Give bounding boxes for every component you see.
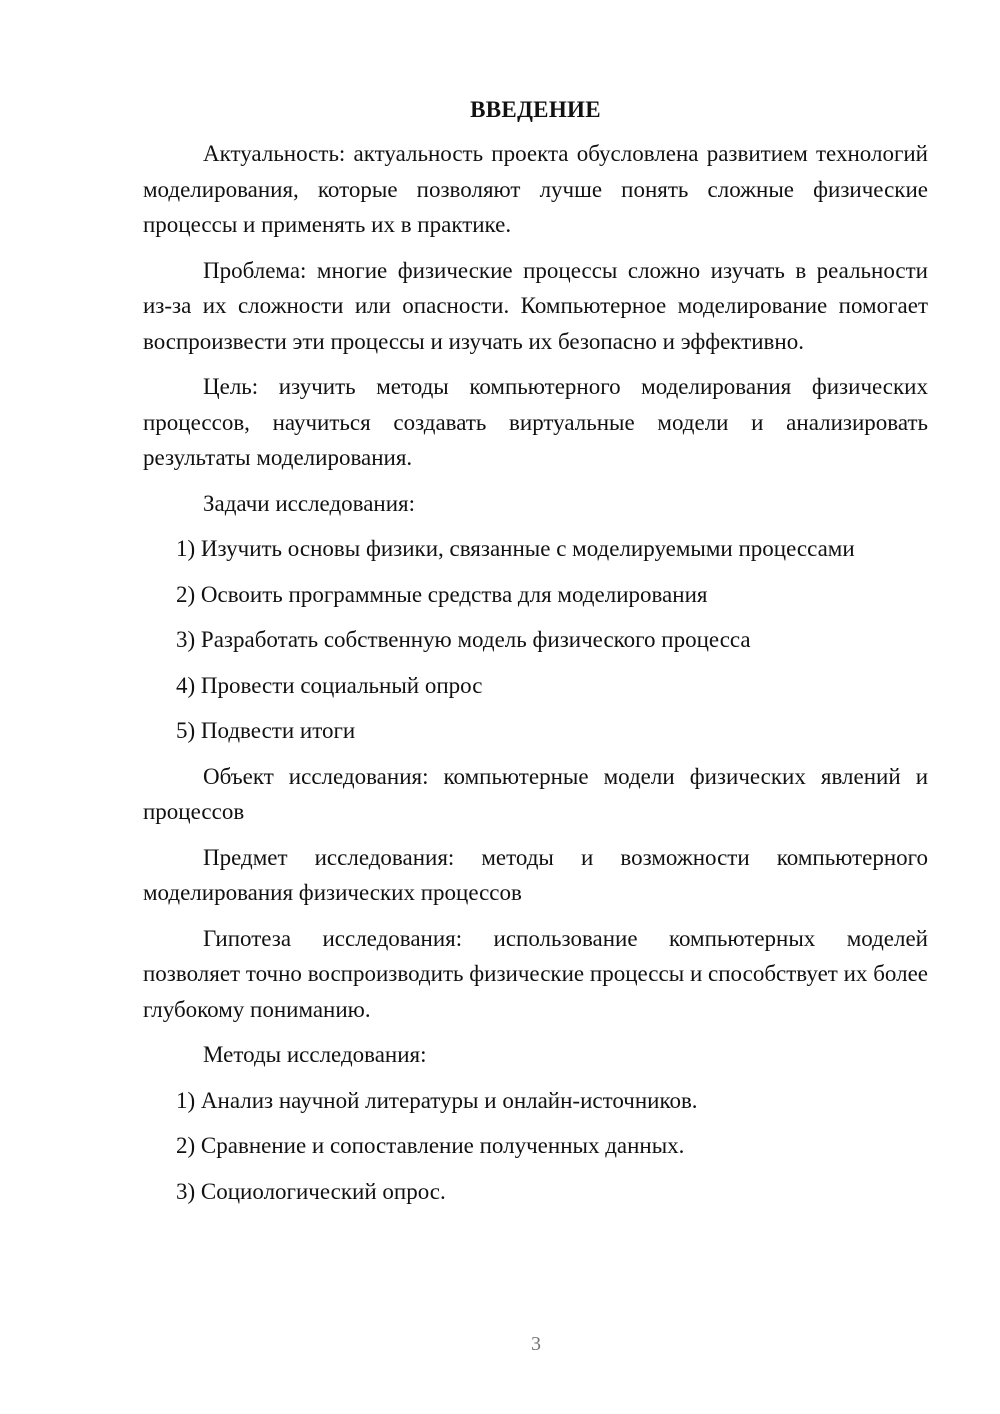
problem-paragraph: Проблема: многие физические процессы сложно изучать в реальности из-за их сложности или опасности. Компьютерное моделирование помогает воспроизвести эти процессы и изучать их безопасно и эффективно.: [143, 257, 928, 354]
methods-heading: Методы исследования:: [203, 1042, 427, 1067]
relevance-paragraph: Актуальность: актуальность проекта обусловлена развитием технологий моделирования, которые позволяют лучше понять сложные физические процессы и применять их в практике.: [143, 141, 928, 237]
page-number: 3: [531, 1333, 541, 1355]
task-item: 5) Подвести итоги: [176, 718, 356, 743]
task-item: 2) Освоить программные средства для моделирования: [176, 581, 708, 607]
method-item: 3) Социологический опрос.: [176, 1178, 446, 1204]
hypothesis-paragraph: Гипотеза исследования: использование компьютерных моделей позволяет точно воспроизводить физические процессы и способствует их более глубокому пониманию.: [143, 925, 928, 1022]
page-title: ВВЕДЕНИЕ: [470, 97, 601, 122]
task-item: 3) Разработать собственную модель физического процесса: [176, 627, 751, 652]
task-item: 4) Провести социальный опрос: [176, 672, 483, 698]
method-item: 1) Анализ научной литературы и онлайн-источников.: [176, 1087, 698, 1113]
method-item: 2) Сравнение и сопоставление полученных данных.: [176, 1133, 685, 1158]
task-item: 1) Изучить основы физики, связанные с моделируемыми процессами: [176, 536, 855, 561]
object-paragraph: Объект исследования: компьютерные модели физических явлений и процессов: [143, 763, 928, 824]
tasks-heading: Задачи исследования:: [203, 490, 416, 516]
subject-paragraph: Предмет исследования: методы и возможности компьютерного моделирования физических процессов: [143, 844, 928, 905]
goal-paragraph: Цель: изучить методы компьютерного моделирования физических процессов, научиться создавать виртуальные модели и анализировать результаты моделирования.: [143, 374, 928, 470]
page-content: [143, 95, 928, 1219]
